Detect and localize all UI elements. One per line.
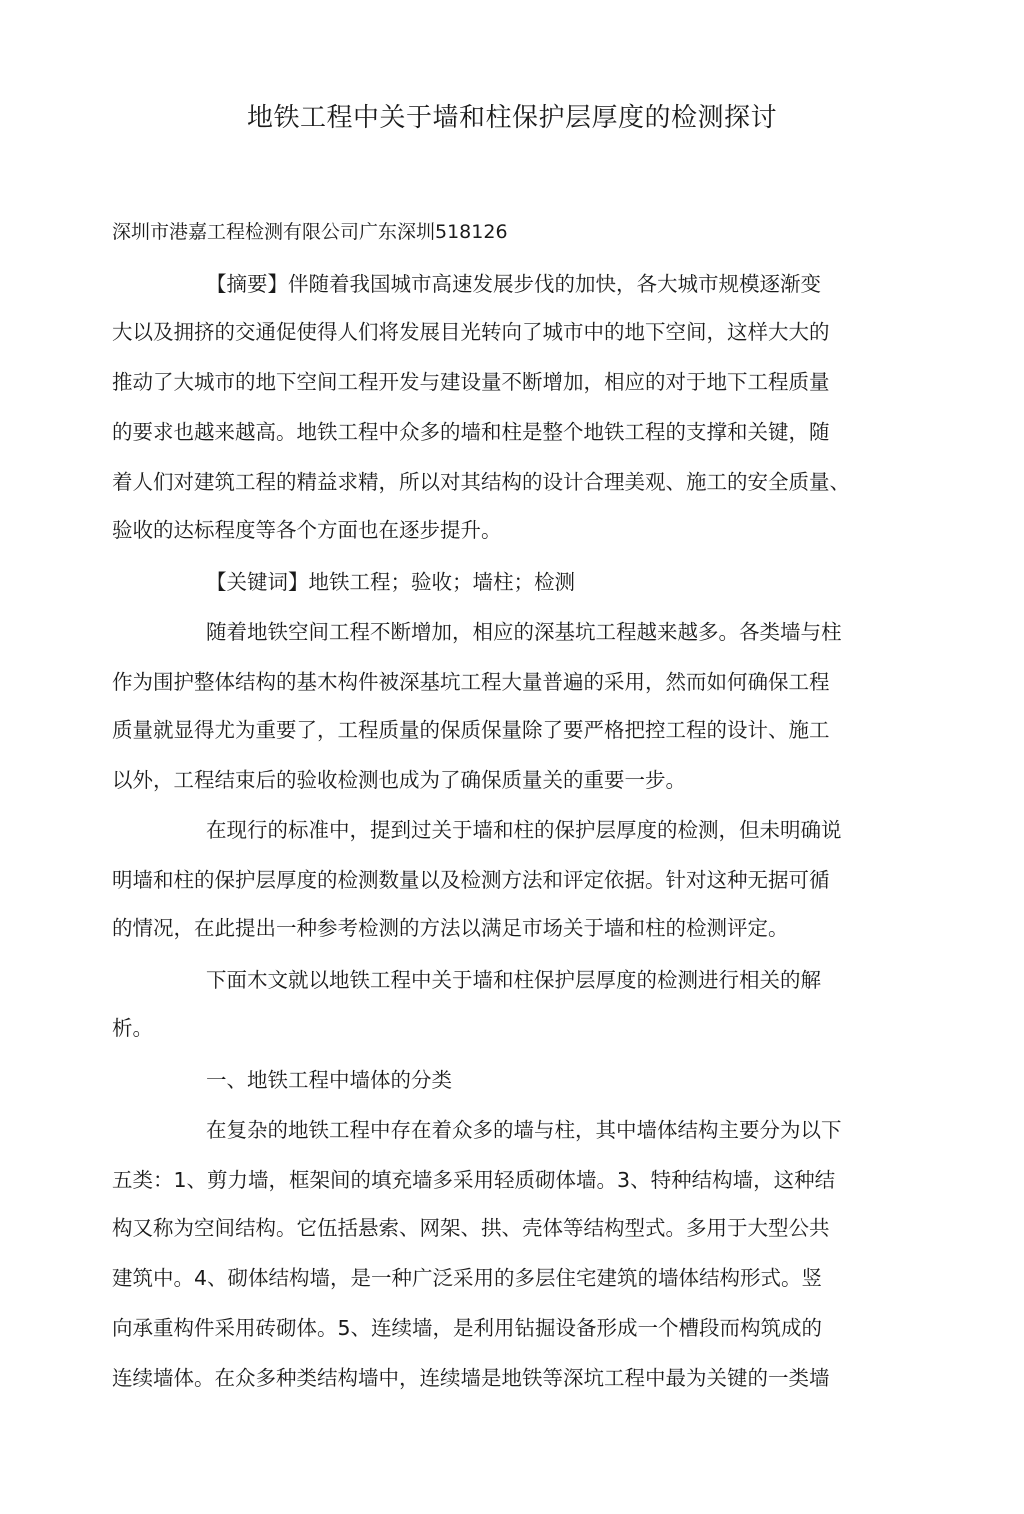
abstract-line: 的要求也越来越高。地铁工程中众多的墙和柱是整个地铁工程的支撑和关键，随 [112,420,830,444]
paragraph-line: 向承重构件采用砖砌体。5、连续墙，是利用钻掘设备形成一个槽段而构筑成的 [112,1316,823,1340]
paragraph-line: 作为围护整体结构的基木构件被深基坑工程大量普遍的采用，然而如何确保工程 [112,670,830,694]
paragraph-line: 五类：1、剪力墙，框架间的填充墙多采用轻质砌体墙。3、特种结构墙，这种结 [112,1168,836,1192]
abstract-line: 【摘要】伴随着我国城市高速发展步伐的加快，各大城市规模逐渐变 [206,272,821,296]
paragraph-line: 的情况，在此提出一种参考检测的方法以满足市场关于墙和柱的检测评定。 [112,916,789,940]
paragraph-line: 以外，工程结束后的验收检测也成为了确保质量关的重要一步。 [112,768,686,792]
paragraph-line: 下面木文就以地铁工程中关于墙和柱保护层厚度的检测进行相关的解 [206,968,821,992]
paragraph-line: 建筑中。4、砌体结构墙，是一种广泛采用的多层住宅建筑的墙体结构形式。竖 [112,1266,823,1290]
abstract-line: 着人们对建筑工程的精益求精，所以对其结构的设计合理美观、施工的安全质量、 [112,470,850,494]
abstract-line: 验收的达标程度等各个方面也在逐步提升。 [112,518,502,542]
abstract-line: 推动了大城市的地下空间工程开发与建设量不断增加，相应的对于地下工程质量 [112,370,830,394]
section-heading: 一、地铁工程中墙体的分类 [206,1068,452,1092]
paragraph-line: 在复杂的地铁工程中存在着众多的墙与柱，其中墙体结构主要分为以下 [206,1118,842,1142]
document-title: 地铁工程中关于墙和柱保护层厚度的检测探讨 [246,103,777,133]
paragraph-line: 明墙和柱的保护层厚度的检测数量以及检测方法和评定依据。针对这种无据可循 [112,868,830,892]
paragraph-line: 随着地铁空间工程不断增加，相应的深基坑工程越来越多。各类墙与柱 [206,620,842,644]
author-affiliation: 深圳市港嘉工程检测有限公司广东深圳518126 [112,221,508,243]
keywords-line: 【关键词】地铁工程；验收；墙柱；检测 [206,570,575,594]
abstract-line: 大以及拥挤的交通促使得人们将发展目光转向了城市中的地下空间，这样大大的 [112,320,830,344]
paragraph-line: 在现行的标准中，提到过关于墙和柱的保护层厚度的检测，但未明确说 [206,818,842,842]
paragraph-line: 质量就显得尤为重要了，工程质量的保质保量除了要严格把控工程的设计、施工 [112,718,830,742]
paragraph-line: 连续墙体。在众多种类结构墙中，连续墙是地铁等深坑工程中最为关键的一类墙 [112,1366,830,1390]
paragraph-line: 构又称为空间结构。它伍括悬索、网架、拱、壳体等结构型式。多用于大型公共 [112,1216,830,1240]
paragraph-line: 析。 [112,1016,153,1040]
